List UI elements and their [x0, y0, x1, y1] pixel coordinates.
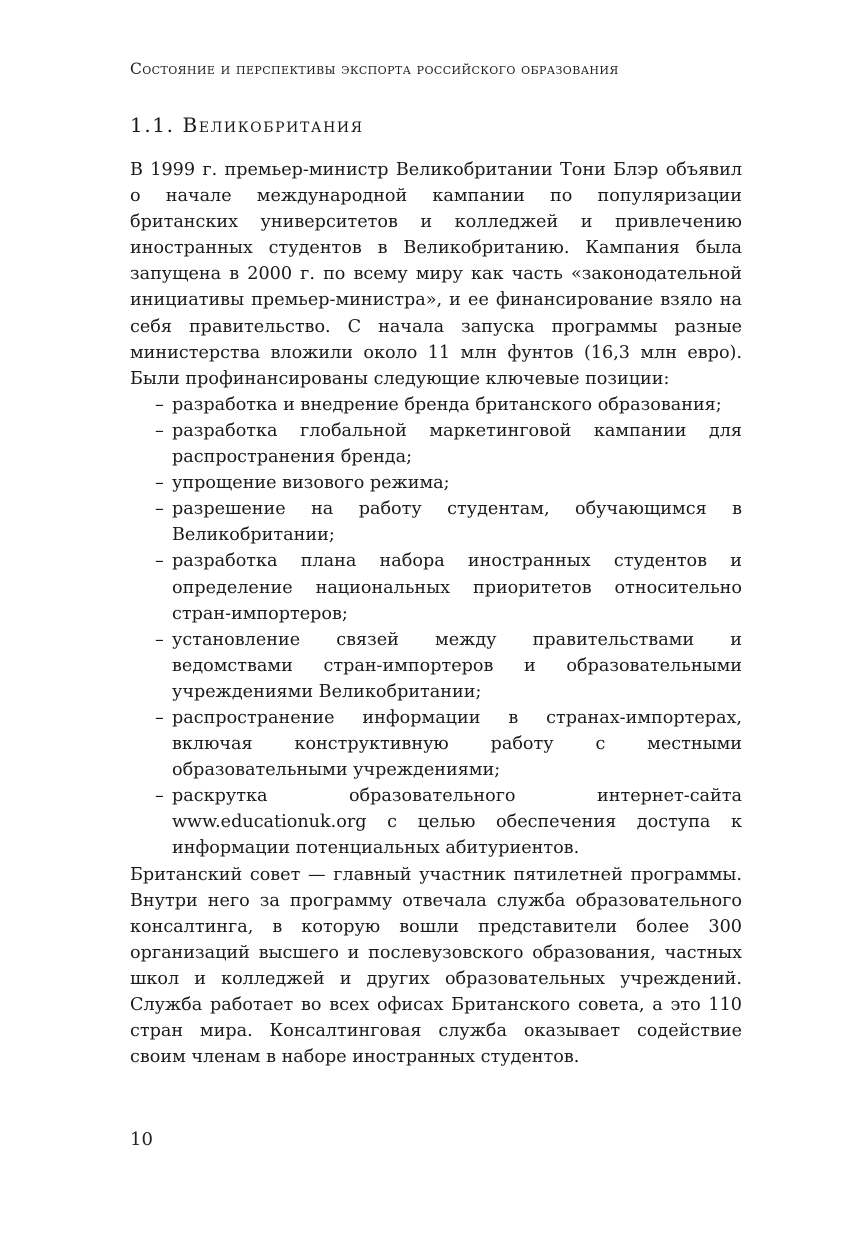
list-item-text: установление связей между правительствами и ведомствами стран-импортеров и образовательными учреждениями Великобритании;	[172, 629, 742, 702]
body-text	[130, 157, 742, 1070]
bullet-dash: –	[155, 394, 164, 415]
list-item-text: распространение информации в странах-импортерах, включая конструктивную работу с местными образовательными учреждениями;	[172, 707, 742, 781]
list-item	[155, 627, 742, 705]
list-item	[155, 418, 742, 470]
list-item	[155, 548, 742, 626]
list-item	[155, 392, 742, 418]
page-number: 10	[130, 1129, 153, 1150]
list-item	[155, 496, 742, 548]
bullet-dash: –	[155, 551, 164, 572]
bullet-dash: –	[155, 707, 164, 728]
list-item-text: раскрутка образовательного интернет-сайта www.educationuk.org с целью обеспечения доступа к информации потенциальных абитуриентов.	[172, 786, 742, 859]
list-item	[155, 470, 742, 496]
running-head: Состояние и перспективы экспорта российского образования	[130, 60, 619, 78]
closing-paragraph: Британский совет — главный участник пятилетней программы. Внутри него за программу отвечала служба образовательного консалтинга, в которую вошли представители более 300 организаций высшего и послевузовского образования, частных школ и колледжей и других образовательных учреждений. Служба работает во всех офисах Британского совета, а это 110 стран мира. Консалтинговая служба оказывает содействие своим членам в наборе иностранных студентов.	[130, 864, 742, 1068]
bullet-dash: –	[155, 786, 164, 807]
bullet-dash: –	[155, 473, 164, 494]
list-item-text: разрешение на работу студентам, обучающимся в Великобритании;	[172, 499, 742, 546]
section-title: 1.1. Великобритания	[130, 113, 364, 137]
list-item	[155, 783, 742, 861]
intro-paragraph: В 1999 г. премьер-министр Великобритании Тони Блэр объявил о начале международной кампании по популяризации британских университетов и колледжей и привлечению иностранных студентов в Великобританию. Кампания была запущена в 2000 г. по всему миру как часть «законодательной инициативы премьер-министра», и ее финансирование взяло на себя правительство. С начала запуска программы разные министерства вложили около 11 млн фунтов (16,3 млн евро). Были профинансированы следующие ключевые позиции:	[130, 160, 742, 389]
funded-positions-list	[130, 392, 742, 862]
list-item	[155, 705, 742, 783]
bullet-dash: –	[155, 420, 164, 441]
list-item-text: упрощение визового режима;	[172, 473, 450, 494]
bullet-dash: –	[155, 629, 164, 650]
list-item-text: разработка и внедрение бренда британского образования;	[172, 394, 722, 415]
list-item-text: разработка глобальной маркетинговой кампании для распространения бренда;	[172, 420, 742, 468]
list-item-text: разработка плана набора иностранных студентов и определение национальных приоритетов относительно стран-импортеров;	[172, 551, 742, 624]
bullet-dash: –	[155, 499, 164, 520]
